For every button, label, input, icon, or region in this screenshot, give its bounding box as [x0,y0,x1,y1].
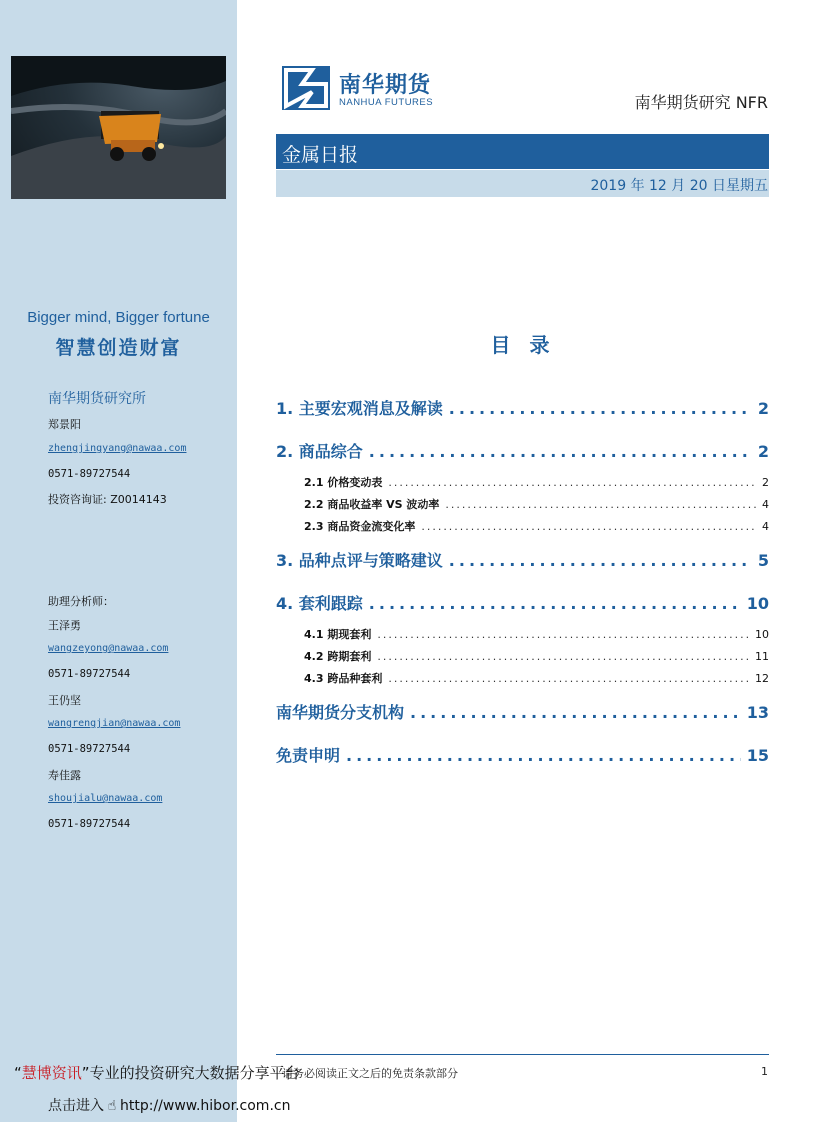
toc-entry-page: 15 [746,746,769,765]
toc-entry-page: 2 [757,399,769,418]
toc-entry[interactable] [276,743,769,766]
toc-subentry-label: 4.1 期现套利 [304,628,372,641]
toc-title: 目 录 [490,333,556,357]
toc-entry[interactable] [276,439,769,462]
toc-entry-label: 4. 套利跟踪 [276,594,363,613]
assistant-phone: 0571-89727544 [48,668,131,680]
toc-subentry-page: 12 [755,672,769,685]
report-title: 金属日报 [282,144,359,166]
toc-dot-leader [377,650,749,663]
watermark-url[interactable]: http://www.hibor.com.cn [120,1098,291,1114]
toc-dot-leader [377,628,749,641]
toc-entry-label: 2. 商品综合 [276,442,363,461]
toc-dot-leader [369,594,741,613]
watermark-quote-close: ” [81,1064,90,1082]
toc-dot-leader [369,442,752,461]
toc-subentry-page: 11 [755,650,769,663]
tagline-english: Bigger mind, Bigger fortune [27,309,210,326]
toc-entry[interactable] [276,396,769,419]
pointer-hand-icon: ☝ [107,1098,117,1114]
toc-subentry-page: 10 [755,628,769,641]
analyst-name: 郑景阳 [48,418,81,431]
toc-dot-leader [449,551,752,570]
institute-name: 南华期货研究所 [48,391,146,407]
toc-subentry[interactable] [304,670,769,686]
toc-entry-page: 10 [746,594,769,613]
toc-subentry-label: 2.3 商品资金流变化率 [304,520,416,533]
nanhua-logo-icon [282,66,330,110]
org-title: 南华期货研究 NFR [634,93,768,112]
toc-subentry[interactable] [304,496,769,512]
watermark-quote-open: “ [14,1064,22,1082]
watermark-link-line[interactable] [48,1095,290,1115]
toc-entry-label: 3. 品种点评与策略建议 [276,551,443,570]
assistant-label: 助理分析师： [48,595,114,608]
toc-entry[interactable] [276,591,769,614]
logo-chinese-name: 南华期货 [339,73,432,98]
watermark-tagline: 专业的投资研究大数据分享平台 [89,1064,300,1082]
toc-subentry-label: 2.1 价格变动表 [304,476,383,489]
assistant-email[interactable]: wangrengjian@nawaa.com [48,718,181,729]
toc-subentry-label: 4.3 跨品种套利 [304,672,383,685]
mining-truck-photo [11,56,226,199]
analyst-email[interactable]: zhengjingyang@nawaa.com [48,443,187,454]
toc-dot-leader [388,672,749,685]
assistant-email[interactable]: shoujialu@nawaa.com [48,793,163,804]
toc-dot-leader [346,746,741,765]
footer-divider [276,1054,769,1055]
footer-disclaimer-note: 请务必阅读正文之后的免责条款部分 [282,1067,458,1080]
toc-dot-leader [445,498,756,511]
assistant-phone: 0571-89727544 [48,743,131,755]
toc-dot-leader [449,399,752,418]
sidebar [0,0,237,1122]
toc-subentry-label: 2.2 商品收益率 VS 波动率 [304,498,440,511]
assistant-phone: 0571-89727544 [48,818,131,830]
assistant-email[interactable]: wangzeyong@nawaa.com [48,643,169,654]
toc-dot-leader [388,476,756,489]
toc-entry-label: 南华期货分支机构 [276,703,405,722]
toc-subentry[interactable] [304,626,769,642]
toc-entry-label: 1. 主要宏观消息及解读 [276,399,443,418]
toc-subentry[interactable] [304,648,769,664]
toc-entry-page: 13 [746,703,769,722]
assistant-name: 寿佳露 [48,769,81,782]
tagline-chinese: 智慧创造财富 [55,337,182,359]
toc-subentry-page: 2 [762,476,769,489]
logo-english-name: NANHUA FUTURES [339,97,434,108]
toc-subentry-page: 4 [762,520,769,533]
toc-subentry[interactable] [304,474,769,490]
report-date: 2019 年 12 月 20 日星期五 [590,178,768,194]
toc-entry-page: 2 [757,442,769,461]
toc-dot-leader [410,703,741,722]
analyst-certificate: 投资咨询证: Z0014143 [48,493,167,506]
watermark-line [14,1062,300,1083]
toc-subentry-page: 4 [762,498,769,511]
assistant-name: 王仍坚 [48,694,81,707]
watermark-brand: 慧博资讯 [21,1064,82,1082]
page-number: 1 [761,1065,768,1078]
toc-subentry-label: 4.2 跨期套利 [304,650,372,663]
analyst-phone: 0571-89727544 [48,468,131,480]
toc-entry[interactable] [276,548,769,571]
toc-entry-label: 免责申明 [276,746,341,765]
toc-entry-page: 5 [757,551,769,570]
toc-subentry[interactable] [304,518,769,534]
watermark-click-label: 点击进入 [48,1098,104,1114]
toc-entry[interactable] [276,700,769,723]
toc-dot-leader [421,520,756,533]
assistant-name: 王泽勇 [48,619,81,632]
